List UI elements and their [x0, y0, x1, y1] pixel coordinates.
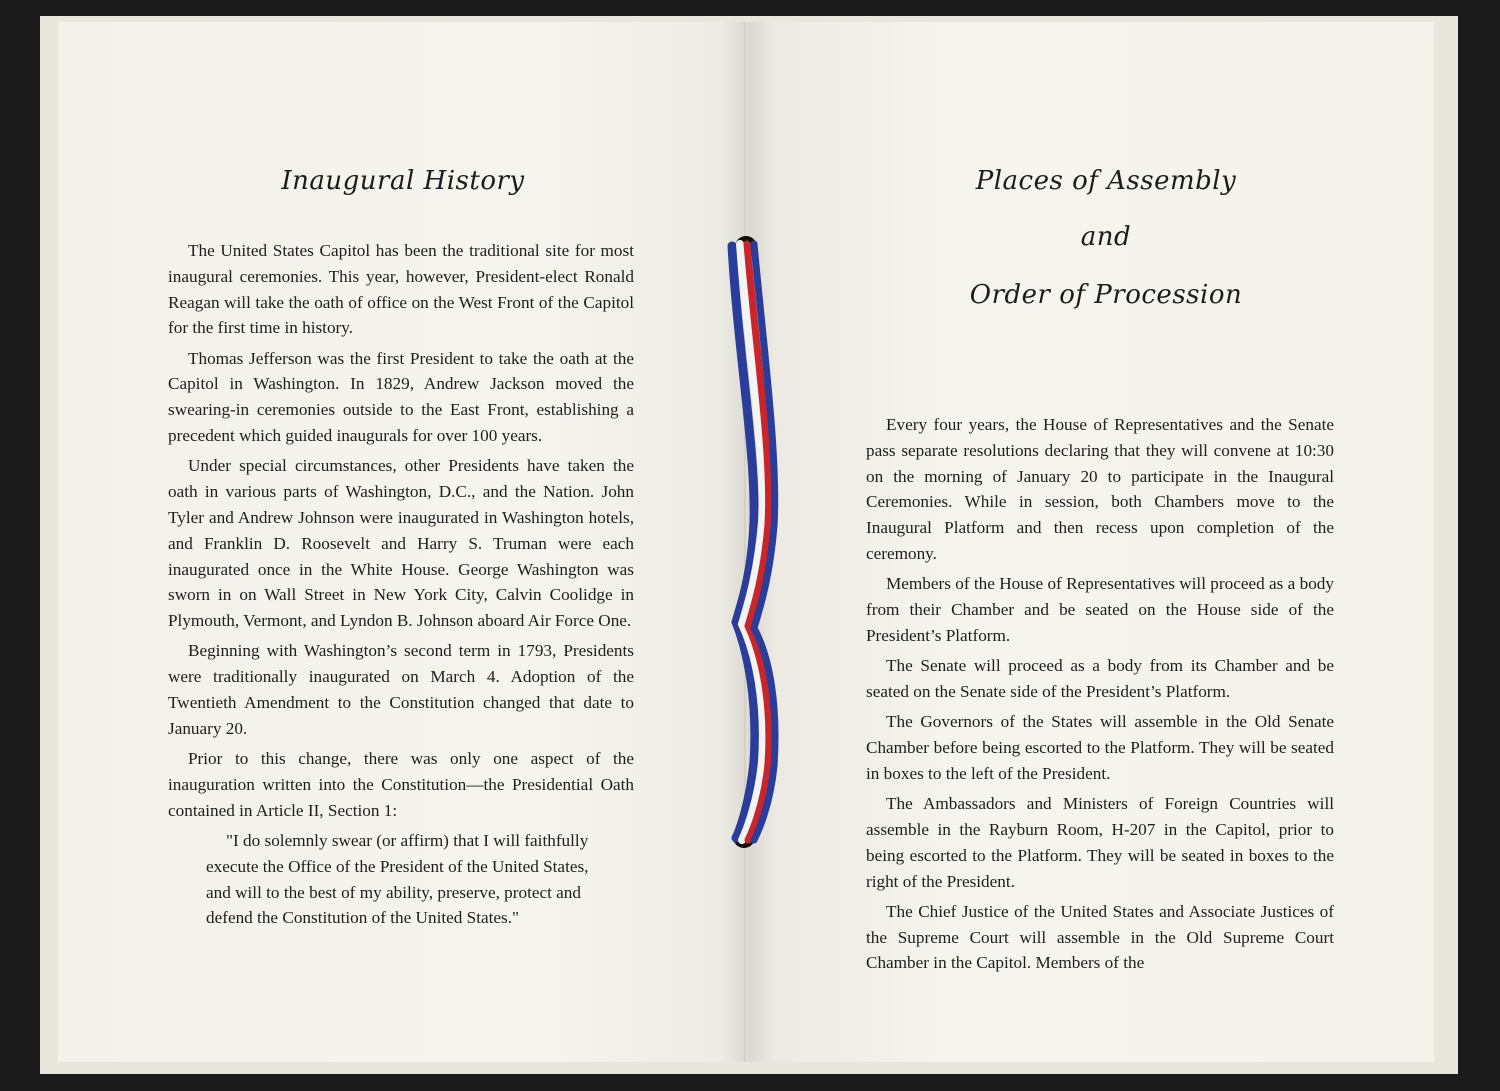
right-page-title-line3: Order of Procession	[969, 280, 1243, 310]
left-paragraph: Under special circumstances, other Presidents have taken the oath in various parts of Washington, D.C., and the Nation. John Tyler and Andrew Johnson were inaugurated in Washington hotels, and Franklin D. Roosevelt and Harry S. Truman were each inaugurated once in the White House. George Washington was sworn in on Wall Street in New York City, Calvin Coolidge in Plymouth, Vermont, and Lyndon B. Johnson aboard Air Force One.	[168, 456, 634, 631]
right-paragraph: Every four years, the House of Representatives and the Senate pass separate resolutions declaring that they will convene at 10:30 on the morning of January 20 to participate in the Inaugural Ceremonies. While in session, both Chambers move to the Inaugural Platform and then recess upon completion of the ceremony.	[866, 415, 1334, 563]
left-paragraph: The United States Capitol has been the traditional site for most inaugural ceremonies. This year, however, President-elect Ronald Reagan will take the oath of office on the West Front of the Capitol for the first time in history.	[168, 241, 634, 338]
left-paragraph: Beginning with Washington’s second term in 1793, Presidents were traditionally inaugurated on March 4. Adoption of the Twentieth Amendment to the Constitution changed that date to January 20.	[168, 641, 634, 738]
right-paragraph: The Chief Justice of the United States and Associate Justices of the Supreme Court will assemble in the Old Supreme Court Chamber in the Capitol. Members of the	[866, 901, 1334, 973]
right-paragraph: Members of the House of Representatives will proceed as a body from their Chamber and be seated on the House side of the President’s Platform.	[866, 574, 1334, 645]
right-page-title-line1: Places of Assembly	[975, 166, 1237, 196]
right-paragraph: The Governors of the States will assemble in the Old Senate Chamber before being escorted to the Platform. They will be seated in boxes to the left of the President.	[866, 712, 1334, 783]
ribbon-tie-icon	[714, 232, 794, 852]
left-page-title: Inaugural History	[281, 166, 525, 196]
presidential-oath-quote: "I do solemnly swear (or affirm) that I will faithfully execute the Office of the President of the United States, and will to the best of my ability, preserve, protect and defend the Constitution of the United States."	[206, 831, 589, 928]
left-paragraph: Prior to this change, there was only one aspect of the inauguration written into the Constitution—the Presidential Oath contained in Article II, Section 1:	[168, 749, 634, 820]
right-page-body	[866, 412, 1334, 981]
right-page	[748, 22, 1434, 1062]
left-page	[58, 22, 748, 1062]
left-page-body	[168, 238, 634, 936]
right-paragraph: The Senate will proceed as a body from its Chamber and be seated on the Senate side of the President’s Platform.	[866, 656, 1334, 701]
right-paragraph: The Ambassadors and Ministers of Foreign Countries will assemble in the Rayburn Room, H-207 in the Capitol, prior to being escorted to the Platform. They will be seated in boxes to the right of the President.	[866, 794, 1334, 891]
left-paragraph: Thomas Jefferson was the first President to take the oath at the Capitol in Washington. In 1829, Andrew Jackson moved the swearing-in ceremonies outside to the East Front, establishing a precedent which guided inaugurals for over 100 years.	[168, 348, 634, 446]
right-page-title-line2: and	[1080, 222, 1132, 252]
